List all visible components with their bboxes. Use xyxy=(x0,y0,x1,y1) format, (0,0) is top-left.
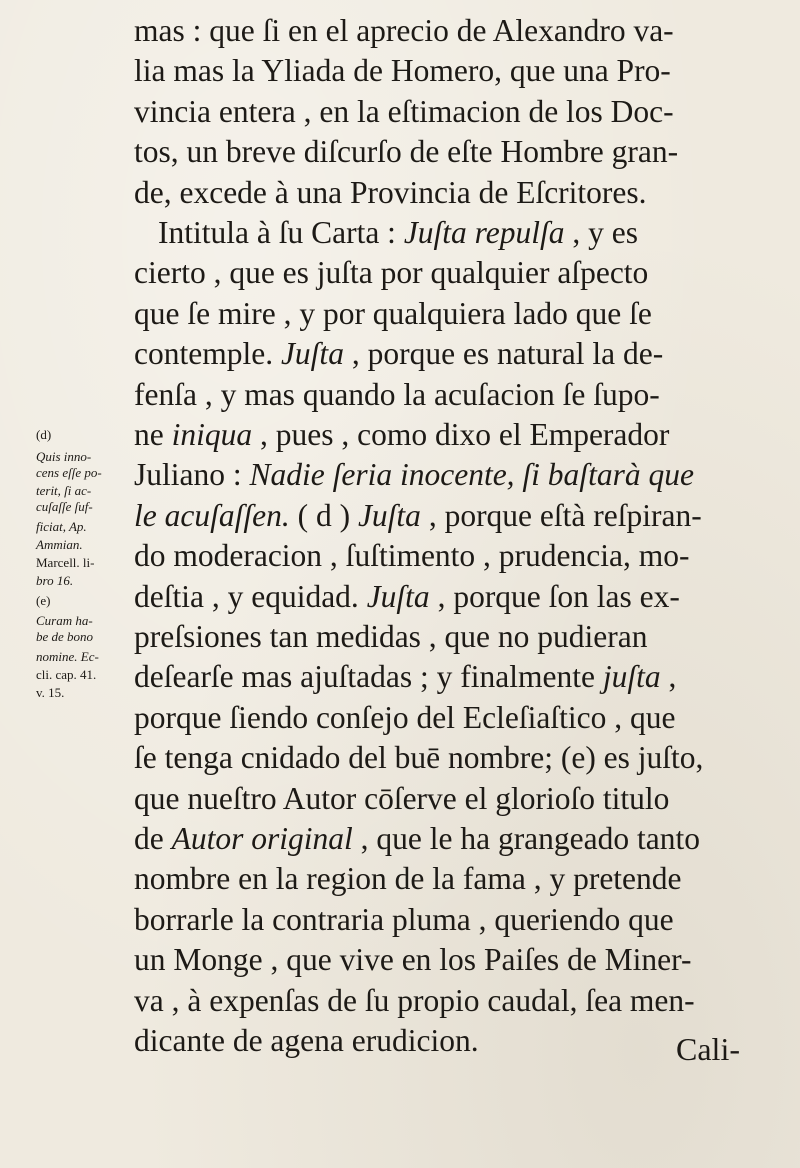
text-line xyxy=(134,50,671,92)
text-run: ne xyxy=(134,417,172,452)
text-line xyxy=(134,454,694,496)
catchword: Cali- xyxy=(676,1031,740,1067)
italic-phrase: juſta xyxy=(602,659,661,695)
text-run: , xyxy=(660,659,677,695)
margin-note-line: Curam ha- xyxy=(36,613,93,628)
margin-note-line: ficiat, Ap. xyxy=(36,519,87,534)
text-line xyxy=(134,858,682,900)
text-run: mas : que ſi en el aprecio de Alexandro va- xyxy=(134,13,674,48)
italic-phrase: iniqua xyxy=(171,417,253,452)
text-run: Intitula à ſu Carta : xyxy=(158,215,404,250)
text-line xyxy=(134,10,674,52)
italic-phrase: Nadie ſeria inocente, ſi baſtarà que xyxy=(249,457,694,493)
text-run: que nueſtro Autor cōſerve el glorioſo titulo xyxy=(134,780,670,816)
margin-note-line: Ammian. xyxy=(36,537,83,552)
text-line xyxy=(134,495,702,537)
text-run: que ſe mire , y por qualquiera lado que ſe xyxy=(134,295,652,331)
margin-note-line: (e) xyxy=(36,593,51,608)
text-line xyxy=(134,576,680,618)
text-line xyxy=(134,818,700,860)
text-run: cierto , que es juſta por qualquier aſpecto xyxy=(134,255,649,291)
text-line xyxy=(134,697,675,739)
text-run: lia mas la Yliada de Homero, que una Pro- xyxy=(134,53,671,89)
text-line xyxy=(134,616,648,658)
text-line xyxy=(134,1020,479,1062)
text-line xyxy=(134,980,695,1022)
text-run: borrarle la contraria pluma , queriendo que xyxy=(134,901,674,937)
text-run: , porque eſtà reſpiran- xyxy=(420,497,702,533)
margin-note-line: cli. cap. 41. xyxy=(36,667,97,682)
text-run: deſtia , y equidad. xyxy=(134,578,367,614)
text-run: tos, un breve diſcurſo de eſte Hombre gran- xyxy=(134,134,679,170)
italic-phrase: Juſta xyxy=(280,336,344,372)
italic-phrase: Juſta xyxy=(366,578,430,614)
text-line xyxy=(134,737,703,779)
text-line xyxy=(134,293,652,335)
margin-note-line: nomine. Ec- xyxy=(36,649,99,664)
text-run: ( d ) xyxy=(289,497,358,533)
text-run: preſsiones tan medidas , que no pudieran xyxy=(134,619,648,654)
margin-note-line: be de bono xyxy=(36,629,94,644)
text-run: ſe tenga cnidado del buē nombre; (e) es juſto, xyxy=(134,740,704,776)
text-line xyxy=(134,535,689,577)
text-run: deſearſe mas ajuſtadas ; y finalmente xyxy=(134,659,603,695)
margin-note-line: v. 15. xyxy=(36,685,65,700)
italic-phrase: Juſta repulſa xyxy=(403,215,565,250)
text-line xyxy=(134,131,678,173)
italic-phrase: le acuſaſſen. xyxy=(134,497,290,533)
margin-note-line: (d) xyxy=(36,427,52,442)
text-line xyxy=(134,374,660,416)
text-run: , porque es natural la de- xyxy=(343,336,664,372)
text-run: porque ſiendo conſejo del Ecleſiaſtico , que xyxy=(134,699,676,735)
margin-note-line: bro 16. xyxy=(36,573,74,588)
text-run: fenſa , y mas quando la acuſacion ſe ſupo- xyxy=(134,376,660,412)
margin-note-line: cuſaſſe ſuf- xyxy=(36,499,93,514)
italic-phrase: Juſta xyxy=(357,497,421,533)
text-line xyxy=(134,172,647,214)
text-run: , pues , como dixo el Emperador xyxy=(252,417,670,452)
text-line xyxy=(134,939,692,981)
text-run: de xyxy=(134,821,172,856)
text-line xyxy=(134,778,669,820)
text-run: va , à expenſas de ſu propio caudal, ſea men- xyxy=(134,982,695,1018)
text-run: , que le ha grangeado tanto xyxy=(352,821,700,856)
text-run: nombre en la region de la fama , y pretende xyxy=(134,861,682,897)
italic-phrase: Autor original xyxy=(171,821,353,856)
text-line xyxy=(134,212,638,254)
text-line xyxy=(134,91,674,133)
text-line xyxy=(134,414,669,456)
margin-note-line: Quis inno- xyxy=(36,449,92,464)
text-run: de, excede à una Provincia de Eſcritores. xyxy=(134,174,647,210)
text-line xyxy=(134,656,676,698)
text-run: un Monge , que vive en los Paiſes de Miner- xyxy=(134,942,692,978)
text-run: Juliano : xyxy=(134,457,250,493)
text-run: , y es xyxy=(564,215,638,250)
text-line xyxy=(134,899,674,941)
text-run: do moderacion , ſuſtimento , prudencia, mo- xyxy=(134,538,690,574)
margin-note-line: Marcell. li- xyxy=(36,555,95,570)
text-line xyxy=(134,333,663,375)
text-run: vincia entera , en la eſtimacion de los Doc- xyxy=(134,93,674,129)
margin-note-line: cens eſſe po- xyxy=(36,465,102,480)
text-run: contemple. xyxy=(134,336,281,372)
text-run: , porque ſon las ex- xyxy=(429,578,680,614)
text-line xyxy=(134,252,648,294)
text-run: dicante de agena erudicion. xyxy=(134,1023,479,1058)
margin-note-line: terit, ſi ac- xyxy=(36,483,92,498)
